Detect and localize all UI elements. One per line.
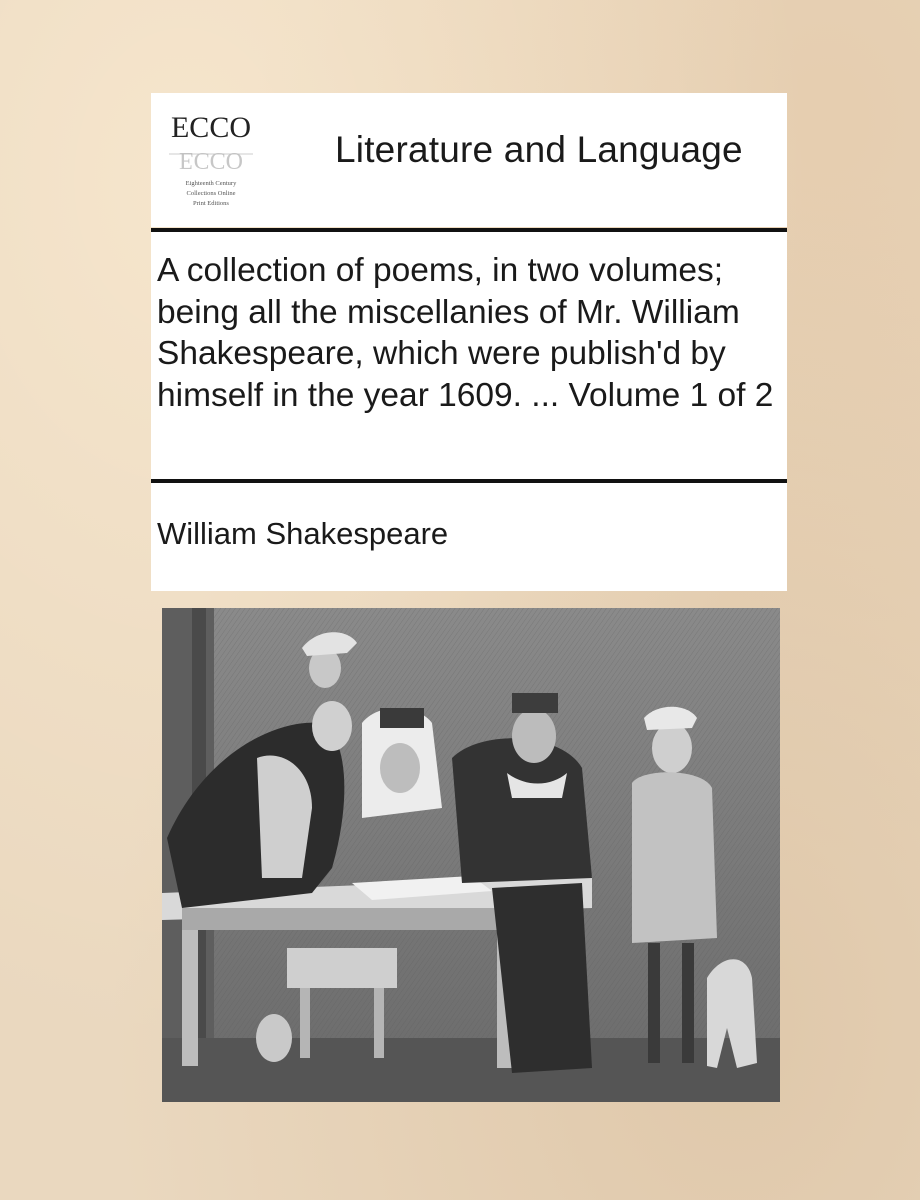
book-title: A collection of poems, in two volumes; being all the miscellanies of Mr. William Shakespeare, which were publish'd by himself in the year 1609. ... Volume 1 of 2 bbox=[157, 252, 774, 414]
author-panel bbox=[151, 483, 787, 591]
author-name: William Shakespeare bbox=[157, 516, 449, 551]
logo-caption-line-2: Collections Online bbox=[186, 190, 236, 197]
logo-caption-line-3: Print Editions bbox=[193, 200, 229, 207]
ecco-logo-icon bbox=[163, 107, 259, 217]
series-title: Literature and Language bbox=[335, 129, 743, 170]
logo-wordmark: ECCO bbox=[170, 111, 252, 144]
engraving-scene-image bbox=[162, 608, 780, 1102]
series-header bbox=[151, 93, 787, 227]
logo-reflection: ECCO bbox=[178, 147, 244, 173]
ecco-logo bbox=[163, 107, 259, 217]
engraving-illustration bbox=[162, 608, 780, 1102]
logo-caption-line-1: Eighteenth Century bbox=[185, 180, 237, 187]
title-panel bbox=[151, 232, 787, 479]
